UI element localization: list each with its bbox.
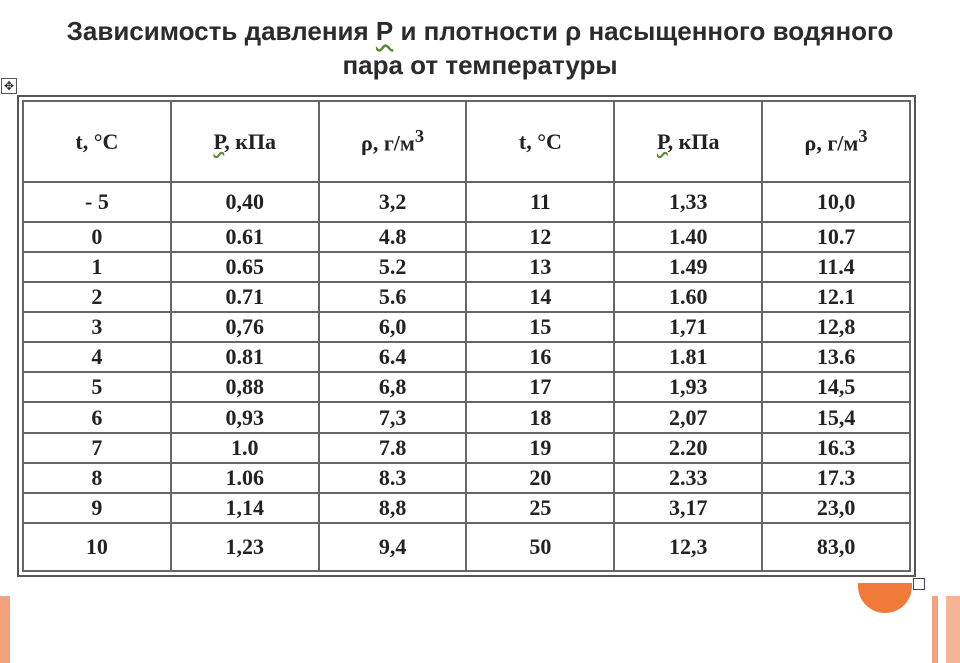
table-cell: 0,76 [171,312,319,342]
table-cell: 1,33 [614,182,762,222]
table-cell: 9,4 [319,523,467,571]
table-cell: 12,8 [762,312,910,342]
table-cell: 6 [23,402,171,432]
table-cell: 10,0 [762,182,910,222]
header-t-right: t, °C [466,101,614,182]
table-cell: 23,0 [762,493,910,523]
table-cell: 3 [23,312,171,342]
title-line-1 [0,14,960,48]
table-cell: 11 [466,182,614,222]
table-cell: 0.81 [171,342,319,372]
table-cell: 2 [23,282,171,312]
table-cell: 18 [466,402,614,432]
table-cell: 7 [23,433,171,463]
table-resize-handle-icon[interactable] [913,578,925,590]
header-rho-text: ρ, г/м [804,130,859,156]
table-row [23,222,910,252]
table-cell: 4.8 [319,222,467,252]
table-cell: 6,0 [319,312,467,342]
header-rho-left [319,101,467,182]
header-p-left [171,101,319,182]
table-cell: 0,93 [171,402,319,432]
table-cell: - 5 [23,182,171,222]
decorative-orange-circle [858,583,912,613]
table-row [23,523,910,571]
table-cell: 0 [23,222,171,252]
table-cell: 8.3 [319,463,467,493]
table-row [23,463,910,493]
table-cell: 10.7 [762,222,910,252]
table-cell: 25 [466,493,614,523]
table-cell: 20 [466,463,614,493]
table-cell: 8,8 [319,493,467,523]
table-cell: 12 [466,222,614,252]
table-cell: 13.6 [762,342,910,372]
page-title [0,14,960,82]
table-cell: 7.8 [319,433,467,463]
table-cell: 1,71 [614,312,762,342]
header-p-right [614,101,762,182]
table-cell: 2.33 [614,463,762,493]
table-cell: 16 [466,342,614,372]
table-row [23,312,910,342]
decorative-stripe-right-1 [932,596,938,663]
header-rho-sup: 3 [858,126,868,147]
table-cell: 12,3 [614,523,762,571]
table-cell: 1,93 [614,372,762,402]
table-cell: 1.0 [171,433,319,463]
title-text-part1: Зависимость давления [66,16,376,46]
decorative-stripe-right-2 [946,596,960,663]
table-row [23,342,910,372]
table-cell: 14,5 [762,372,910,402]
decorative-stripe-left [0,596,10,663]
table-cell: 1.49 [614,252,762,282]
table-cell: 4 [23,342,171,372]
table-cell: 50 [466,523,614,571]
vapor-table [22,100,911,572]
table-cell: 1 [23,252,171,282]
table-cell: 17.3 [762,463,910,493]
title-p-symbol: Р [375,16,394,46]
table-cell: 16.3 [762,433,910,463]
title-line-2: пара от температуры [342,50,618,80]
table-row [23,182,910,222]
header-p-letter: Р [213,128,225,154]
table-row [23,252,910,282]
table-row [23,282,910,312]
table-cell: 83,0 [762,523,910,571]
header-rho-sup: 3 [414,126,425,147]
title-text-part2: и плотности ρ насыщенного водяного [393,16,894,46]
table-row [23,433,910,463]
table-header-row [23,101,910,182]
header-t-left: t, °C [23,101,171,182]
table-cell: 2,07 [614,402,762,432]
table-move-handle-icon[interactable]: ✥ [1,78,17,94]
table-cell: 17 [466,372,614,402]
table-cell: 15,4 [762,402,910,432]
table-cell: 0.65 [171,252,319,282]
table-row [23,493,910,523]
data-table-frame [17,95,916,577]
table-cell: 0,88 [171,372,319,402]
table-cell: 13 [466,252,614,282]
table-cell: 12.1 [762,282,910,312]
table-cell: 0,40 [171,182,319,222]
table-cell: 2.20 [614,433,762,463]
table-cell: 0.61 [171,222,319,252]
table-cell: 1.60 [614,282,762,312]
table-cell: 1.40 [614,222,762,252]
table-cell: 6,8 [319,372,467,402]
table-row [23,372,910,402]
table-cell: 15 [466,312,614,342]
table-cell: 5.2 [319,252,467,282]
table-cell: 3,2 [319,182,467,222]
header-rho-right [762,101,910,182]
header-p-unit: , кПа [667,128,720,154]
table-cell: 7,3 [319,402,467,432]
table-cell: 1,23 [171,523,319,571]
table-cell: 8 [23,463,171,493]
table-cell: 10 [23,523,171,571]
table-cell: 1.81 [614,342,762,372]
table-cell: 3,17 [614,493,762,523]
table-cell: 1.06 [171,463,319,493]
table-row [23,402,910,432]
table-cell: 6.4 [319,342,467,372]
table-body [23,182,910,571]
table-cell: 19 [466,433,614,463]
table-cell: 5.6 [319,282,467,312]
table-cell: 1,14 [171,493,319,523]
table-cell: 5 [23,372,171,402]
table-cell: 0.71 [171,282,319,312]
header-p-unit: , кПа [224,128,276,154]
table-cell: 14 [466,282,614,312]
table-cell: 9 [23,493,171,523]
table-cell: 11.4 [762,252,910,282]
header-p-letter: Р [656,128,668,154]
header-rho-text: ρ, г/м [361,130,415,156]
